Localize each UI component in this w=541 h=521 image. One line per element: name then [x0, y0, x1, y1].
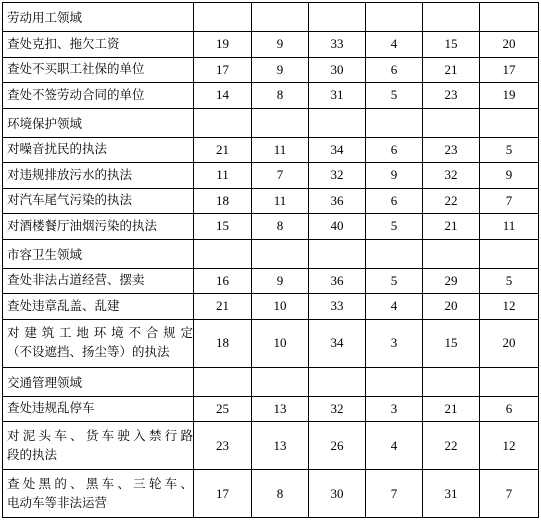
value-cell: 31: [309, 83, 366, 109]
value-cell: 5: [480, 137, 539, 163]
row-label-cell: [3, 294, 194, 320]
row-label-cell: [3, 32, 194, 58]
row-label-cell: [3, 57, 194, 83]
value-cell: 7: [480, 470, 539, 518]
value-cell: 4: [366, 32, 423, 58]
value-cell: 32: [423, 163, 480, 189]
value-cell: 7: [480, 188, 539, 214]
value-cell: 9: [252, 57, 309, 83]
row-label-cell: [3, 422, 194, 470]
table-row: [3, 188, 539, 214]
row-label: 对建筑工地环境不合规定: [7, 325, 193, 341]
value-cell: 4: [366, 294, 423, 320]
row-label: 对泥头车、货车驶入禁行路: [7, 427, 193, 443]
value-cell: 18: [194, 188, 252, 214]
value-cell: 11: [480, 214, 539, 240]
row-label: 对违规排放污水的执法: [7, 166, 133, 182]
row-label: 查处不签劳动合同的单位: [7, 86, 145, 102]
row-label-cell: [3, 214, 194, 240]
value-cell: 12: [480, 422, 539, 470]
table-row: [3, 319, 539, 367]
value-cell: 30: [309, 470, 366, 518]
value-cell: 34: [309, 319, 366, 367]
value-cell: 4: [366, 422, 423, 470]
row-label: 对噪音扰民的执法: [7, 141, 108, 157]
empty-cell: [194, 239, 252, 268]
table-row: [3, 470, 539, 518]
value-cell: 7: [366, 470, 423, 518]
value-cell: 26: [309, 422, 366, 470]
value-cell: 25: [194, 396, 252, 422]
row-label-cell: [3, 163, 194, 189]
value-cell: 9: [366, 163, 423, 189]
empty-cell: [194, 108, 252, 137]
value-cell: 33: [309, 294, 366, 320]
value-cell: 20: [480, 32, 539, 58]
empty-cell: [480, 3, 539, 32]
section-row: [3, 108, 539, 137]
empty-cell: [309, 3, 366, 32]
value-cell: 6: [366, 137, 423, 163]
value-cell: 11: [194, 163, 252, 189]
value-cell: 5: [366, 83, 423, 109]
row-label-continued: 电动车等非法运营: [7, 494, 108, 510]
table-row: [3, 32, 539, 58]
value-cell: 3: [366, 319, 423, 367]
value-cell: 5: [366, 214, 423, 240]
empty-cell: [480, 367, 539, 396]
row-label: 查处黑的、黑车、三轮车、: [7, 475, 193, 491]
value-cell: 17: [194, 57, 252, 83]
row-label: 对酒楼餐厅油烟污染的执法: [7, 217, 158, 233]
empty-cell: [366, 108, 423, 137]
value-cell: 8: [252, 470, 309, 518]
row-label-cell: [3, 470, 194, 518]
value-cell: 9: [480, 163, 539, 189]
table-row: [3, 137, 539, 163]
row-label: 查处克扣、拖欠工资: [7, 35, 120, 51]
value-cell: 20: [480, 319, 539, 367]
value-cell: 22: [423, 422, 480, 470]
row-label: 查处违章乱盖、乱建: [7, 297, 120, 313]
value-cell: 8: [252, 83, 309, 109]
row-label-cell: [3, 188, 194, 214]
row-label-continued: 段的执法: [7, 446, 58, 462]
empty-cell: [252, 367, 309, 396]
value-cell: 32: [309, 163, 366, 189]
value-cell: 7: [252, 163, 309, 189]
value-cell: 11: [252, 188, 309, 214]
value-cell: 32: [309, 396, 366, 422]
value-cell: 6: [366, 188, 423, 214]
empty-cell: [480, 108, 539, 137]
empty-cell: [252, 239, 309, 268]
value-cell: 36: [309, 188, 366, 214]
value-cell: 3: [366, 396, 423, 422]
value-cell: 15: [194, 214, 252, 240]
value-cell: 17: [480, 57, 539, 83]
enforcement-table: [2, 2, 539, 518]
empty-cell: [423, 108, 480, 137]
value-cell: 22: [423, 188, 480, 214]
empty-cell: [480, 239, 539, 268]
value-cell: 31: [423, 470, 480, 518]
value-cell: 13: [252, 396, 309, 422]
value-cell: 5: [366, 268, 423, 294]
empty-cell: [194, 367, 252, 396]
value-cell: 40: [309, 214, 366, 240]
empty-cell: [366, 367, 423, 396]
row-label-cell: [3, 137, 194, 163]
row-label: 查处不买职工社保的单位: [7, 61, 145, 77]
empty-cell: [366, 3, 423, 32]
empty-cell: [366, 239, 423, 268]
value-cell: 23: [194, 422, 252, 470]
row-label: 查处非法占道经营、摆卖: [7, 272, 145, 288]
empty-cell: [194, 3, 252, 32]
table-row: [3, 396, 539, 422]
value-cell: 18: [194, 319, 252, 367]
table-row: [3, 268, 539, 294]
value-cell: 14: [194, 83, 252, 109]
section-row: [3, 367, 539, 396]
table-row: [3, 294, 539, 320]
empty-cell: [423, 239, 480, 268]
empty-cell: [252, 3, 309, 32]
value-cell: 5: [480, 268, 539, 294]
section-title: 环境保护领域: [3, 108, 194, 137]
empty-cell: [423, 367, 480, 396]
table-row: [3, 163, 539, 189]
value-cell: 23: [423, 83, 480, 109]
value-cell: 21: [423, 214, 480, 240]
value-cell: 29: [423, 268, 480, 294]
section-row: [3, 239, 539, 268]
value-cell: 9: [252, 268, 309, 294]
empty-cell: [252, 108, 309, 137]
value-cell: 12: [480, 294, 539, 320]
value-cell: 21: [194, 294, 252, 320]
value-cell: 8: [252, 214, 309, 240]
value-cell: 10: [252, 319, 309, 367]
empty-cell: [423, 3, 480, 32]
value-cell: 17: [194, 470, 252, 518]
section-title: 交通管理领域: [3, 367, 194, 396]
value-cell: 10: [252, 294, 309, 320]
value-cell: 15: [423, 32, 480, 58]
value-cell: 13: [252, 422, 309, 470]
section-row: [3, 3, 539, 32]
empty-cell: [309, 239, 366, 268]
value-cell: 11: [252, 137, 309, 163]
value-cell: 21: [423, 396, 480, 422]
row-label-cell: [3, 83, 194, 109]
value-cell: 30: [309, 57, 366, 83]
value-cell: 19: [194, 32, 252, 58]
row-label-cell: [3, 268, 194, 294]
value-cell: 19: [480, 83, 539, 109]
row-label-cell: [3, 396, 194, 422]
row-label: 查处违规乱停车: [7, 400, 95, 416]
value-cell: 9: [252, 32, 309, 58]
row-label-cell: [3, 319, 194, 367]
value-cell: 16: [194, 268, 252, 294]
value-cell: 6: [366, 57, 423, 83]
table-row: [3, 422, 539, 470]
value-cell: 15: [423, 319, 480, 367]
table-row: [3, 214, 539, 240]
empty-cell: [309, 108, 366, 137]
table-row: [3, 57, 539, 83]
table-row: [3, 83, 539, 109]
value-cell: 36: [309, 268, 366, 294]
value-cell: 20: [423, 294, 480, 320]
value-cell: 33: [309, 32, 366, 58]
value-cell: 21: [423, 57, 480, 83]
row-label-continued: （不设遮挡、扬尘等）的执法: [7, 344, 170, 359]
empty-cell: [309, 367, 366, 396]
value-cell: 21: [194, 137, 252, 163]
section-title: 劳动用工领域: [3, 3, 194, 32]
row-label: 对汽车尾气污染的执法: [7, 192, 133, 208]
value-cell: 23: [423, 137, 480, 163]
section-title: 市容卫生领域: [3, 239, 194, 268]
value-cell: 34: [309, 137, 366, 163]
value-cell: 6: [480, 396, 539, 422]
